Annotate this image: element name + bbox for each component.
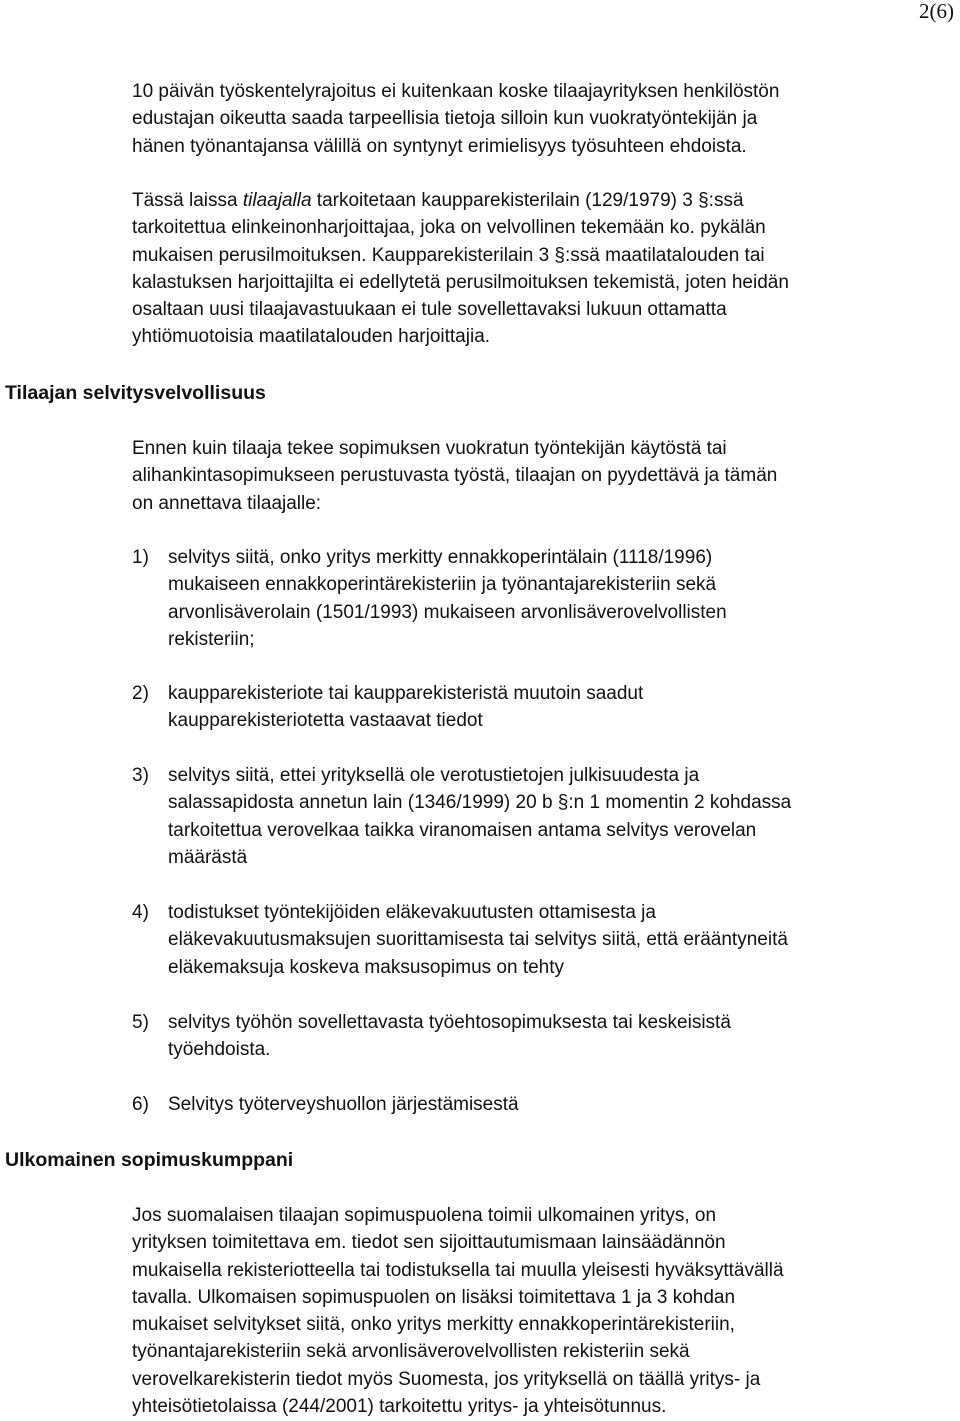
text-line: mukaiset selvitykset siitä, onko yritys merkitty ennakkoperintärekisteriin, [132,1314,735,1336]
list-item-number: 3) [132,765,149,786]
text-line: työnantajarekisteriin sekä arvonlisäverovelvollisten rekisteriin sekä [132,1341,690,1363]
text-line: mukaisen perusilmoituksen. Kaupparekisterilain 3 §:ssä maatilatalouden tai [132,244,765,266]
text-line: tarkoitettua verovelkaa taikka viranomaisen antama selvitys verovelan [168,819,757,841]
text-line: rekisteriin; [168,628,255,650]
text-line: mukaiseen ennakkoperintärekisteriin ja työnantajarekisteriin sekä [168,574,717,596]
text-line: salassapidosta annetun lain (1346/1999) 20 b §:n 1 momentin 2 kohdassa [168,792,792,814]
text-line: Jos suomalaisen tilaajan sopimuspuolena toimii ulkomainen yritys, on [132,1205,717,1226]
text-line: arvonlisäverolain (1501/1993) mukaiseen arvonlisäverovelvollisten [168,601,727,623]
text-line: kalastuksen harjoittajilta ei edellytetä perusilmoituksen tekemistä, joten heidän [132,271,789,293]
text-line: 10 päivän työskentelyrajoitus ei kuitenkaan koske tilaajayrityksen henkilöstön [132,81,780,102]
text-line: osaltaan uusi tilaajavastuukaan ei tule sovellettavaksi lukuun ottamatta [132,299,727,321]
text-line: hänen työnantajansa välillä on syntynyt erimielisyys työsuhteen ehdoista. [132,135,747,157]
text-line: työehdoista. [168,1039,271,1061]
text-line: Tässä laissa tilaajalla tarkoitetaan kaupparekisterilain (129/1979) 3 §:ssä [132,190,744,211]
text-line: tarkoitettua elinkeinonharjoittajaa, joka on velvollinen tekemään ko. pykälän [132,217,766,239]
text-line: selvitys työhön sovellettavasta työehtosopimuksesta tai keskeisistä [168,1012,731,1033]
text-line: määrästä [168,846,248,868]
text-line: kaupparekisteriote tai kaupparekisteristä muutoin saadut [168,683,644,704]
text-line: eläkemaksuja koskeva maksusopimus on tehty [168,956,565,978]
text-line: eläkevakuutusmaksujen suorittamisesta tai selvitys siitä, että erääntyneitä [168,929,788,951]
section-heading-ulkomainen-sopimuskumppani: Ulkomainen sopimuskumppani [5,1149,294,1171]
section1-intro-paragraph [132,435,954,517]
list-item-number: 1) [132,547,149,568]
italic-term: tilaajalla [242,190,312,211]
text-line: yrityksen toimitettava em. tiedot sen sijoittautumismaan lainsäädännön [132,1232,726,1254]
text-line: selvitys siitä, onko yritys merkitty ennakkoperintälain (1118/1996) [168,547,713,568]
text-line: alihankintasopimukseen perustuvasta työstä, tilaajan on pyydettävä ja tämän [132,465,778,487]
text-line: edustajan oikeutta saada tarpeellisia tietoja silloin kun vuokratyöntekijän ja [132,108,758,130]
list-item-number: 6) [132,1094,149,1115]
text-line: selvitys siitä, ettei yrityksellä ole verotustietojen julkisuudesta ja [168,765,700,786]
text-line: Selvitys työterveyshuollon järjestämisestä [168,1094,519,1115]
list-item-number: 4) [132,902,149,923]
section-heading-tilaajan-selvitysvelvollisuus: Tilaajan selvitysvelvollisuus [5,382,266,404]
text-line: yhteisötietolaissa (244/2001) tarkoitettu yritys- ja yhteisötunnus. [132,1396,667,1418]
list-item-number: 2) [132,683,149,704]
text-line: on annettava tilaajalle: [132,492,322,514]
page-number: 2(6) [919,0,954,23]
intro-paragraph-2 [132,187,954,351]
section2-paragraph [132,1202,954,1420]
list-item-number: 5) [132,1012,149,1033]
text-line: verovelkarekisterin tiedot myös Suomesta, jos yrityksellä on täällä yritys- ja [132,1368,761,1390]
text-line: kaupparekisteriotetta vastaavat tiedot [168,710,483,732]
text-line: tavalla. Ulkomaisen sopimuspuolen on lisäksi toimitettava 1 ja 3 kohdan [132,1286,736,1308]
text-line: mukaisella rekisteriotteella tai todistuksella tai muulla yleisesti hyväksyttävällä [132,1259,784,1281]
text-line: todistukset työntekijöiden eläkevakuutusten ottamisesta ja [168,902,656,923]
text-line: Ennen kuin tilaaja tekee sopimuksen vuokratun työntekijän käytöstä tai [132,438,727,459]
text-line: yhtiömuotoisia maatilatalouden harjoittajia. [132,326,491,348]
intro-paragraph-1 [132,78,954,160]
